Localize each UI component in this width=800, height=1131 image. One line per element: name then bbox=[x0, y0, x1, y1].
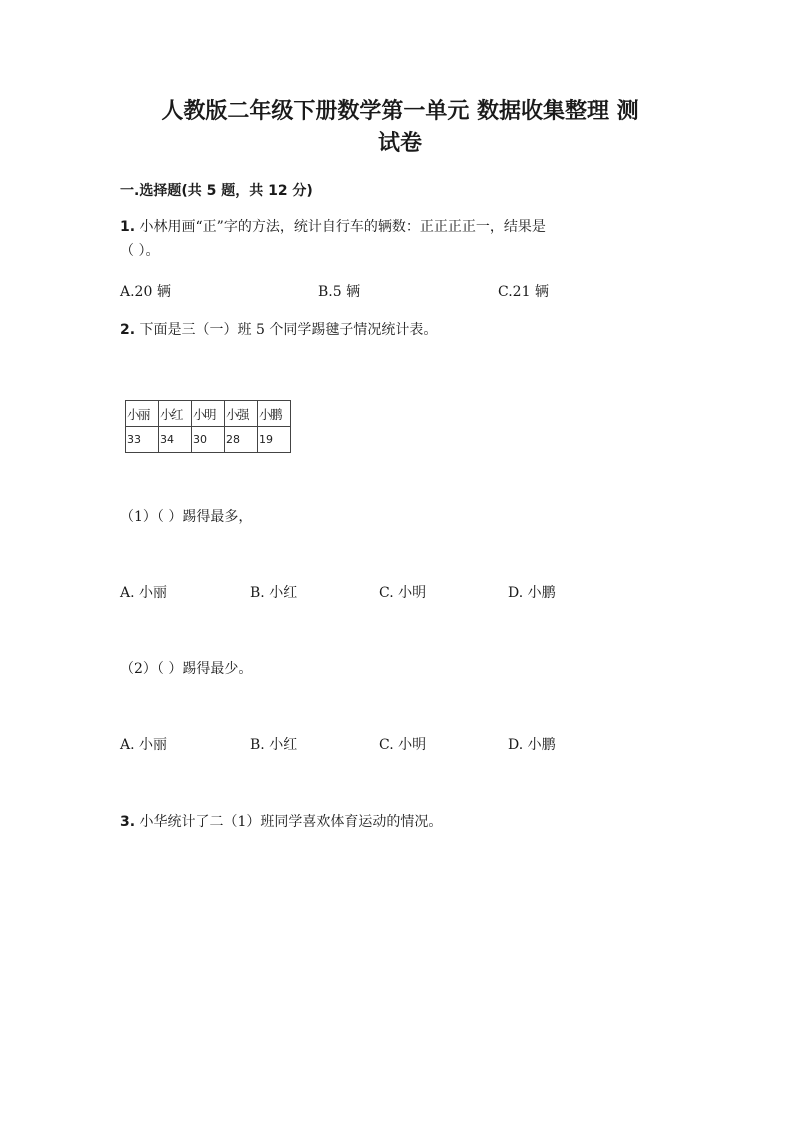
question-1-text-line2: （ ）。 bbox=[120, 243, 160, 259]
kick-stats-table bbox=[125, 400, 291, 453]
question-3-text: 小华统计了二（1）班同学喜欢体育运动的情况。 bbox=[139, 814, 443, 830]
q2-2-option-c[interactable]: C. 小明 bbox=[379, 737, 427, 753]
question-1 bbox=[120, 215, 640, 263]
table-cell: 19 bbox=[258, 427, 291, 453]
q1-option-c[interactable]: C.21 辆 bbox=[498, 284, 549, 300]
q1-option-b[interactable]: B.5 辆 bbox=[318, 284, 361, 300]
table-header-cell: 小明 bbox=[192, 401, 225, 427]
question-3 bbox=[120, 810, 640, 834]
title-line-2: 试卷 bbox=[377, 131, 422, 156]
table-row bbox=[126, 427, 291, 453]
table-header-cell: 小鹏 bbox=[258, 401, 291, 427]
q2-1-option-b[interactable]: B. 小红 bbox=[250, 585, 298, 601]
q2-1-option-d[interactable]: D. 小鹏 bbox=[508, 585, 556, 601]
table-cell: 28 bbox=[225, 427, 258, 453]
q2-2-option-d[interactable]: D. 小鹏 bbox=[508, 737, 556, 753]
question-1-text: 小林用画“正”字的方法，统计自行车的辆数：正正正正一，结果是 bbox=[139, 219, 546, 235]
section-heading: 一.选择题(共 5 题，共 12 分) bbox=[120, 183, 313, 199]
table-cell: 30 bbox=[192, 427, 225, 453]
q2-1-option-a[interactable]: A. 小丽 bbox=[120, 585, 168, 601]
page-title bbox=[80, 96, 720, 160]
q1-option-a[interactable]: A.20 辆 bbox=[120, 284, 171, 300]
title-line-1: 人教版二年级下册数学第一单元 数据收集整理 测 bbox=[161, 99, 639, 124]
q2-2-option-a[interactable]: A. 小丽 bbox=[120, 737, 168, 753]
question-2-text: 下面是三（一）班 5 个同学踢毽子情况统计表。 bbox=[139, 322, 438, 338]
question-3-number: 3. bbox=[120, 814, 136, 830]
table-header-cell: 小红 bbox=[159, 401, 192, 427]
question-1-number: 1. bbox=[120, 219, 136, 235]
q2-1-option-c[interactable]: C. 小明 bbox=[379, 585, 427, 601]
table-header-row bbox=[126, 401, 291, 427]
table-cell: 34 bbox=[159, 427, 192, 453]
question-2-number: 2. bbox=[120, 322, 136, 338]
question-2-sub-2: （2）（ ）踢得最少。 bbox=[120, 661, 253, 677]
question-2 bbox=[120, 318, 640, 342]
question-2-sub-1: （1）（ ）踢得最多， bbox=[120, 509, 253, 525]
table-cell: 33 bbox=[126, 427, 159, 453]
q2-2-option-b[interactable]: B. 小红 bbox=[250, 737, 298, 753]
table-header-cell: 小丽 bbox=[126, 401, 159, 427]
table-header-cell: 小强 bbox=[225, 401, 258, 427]
